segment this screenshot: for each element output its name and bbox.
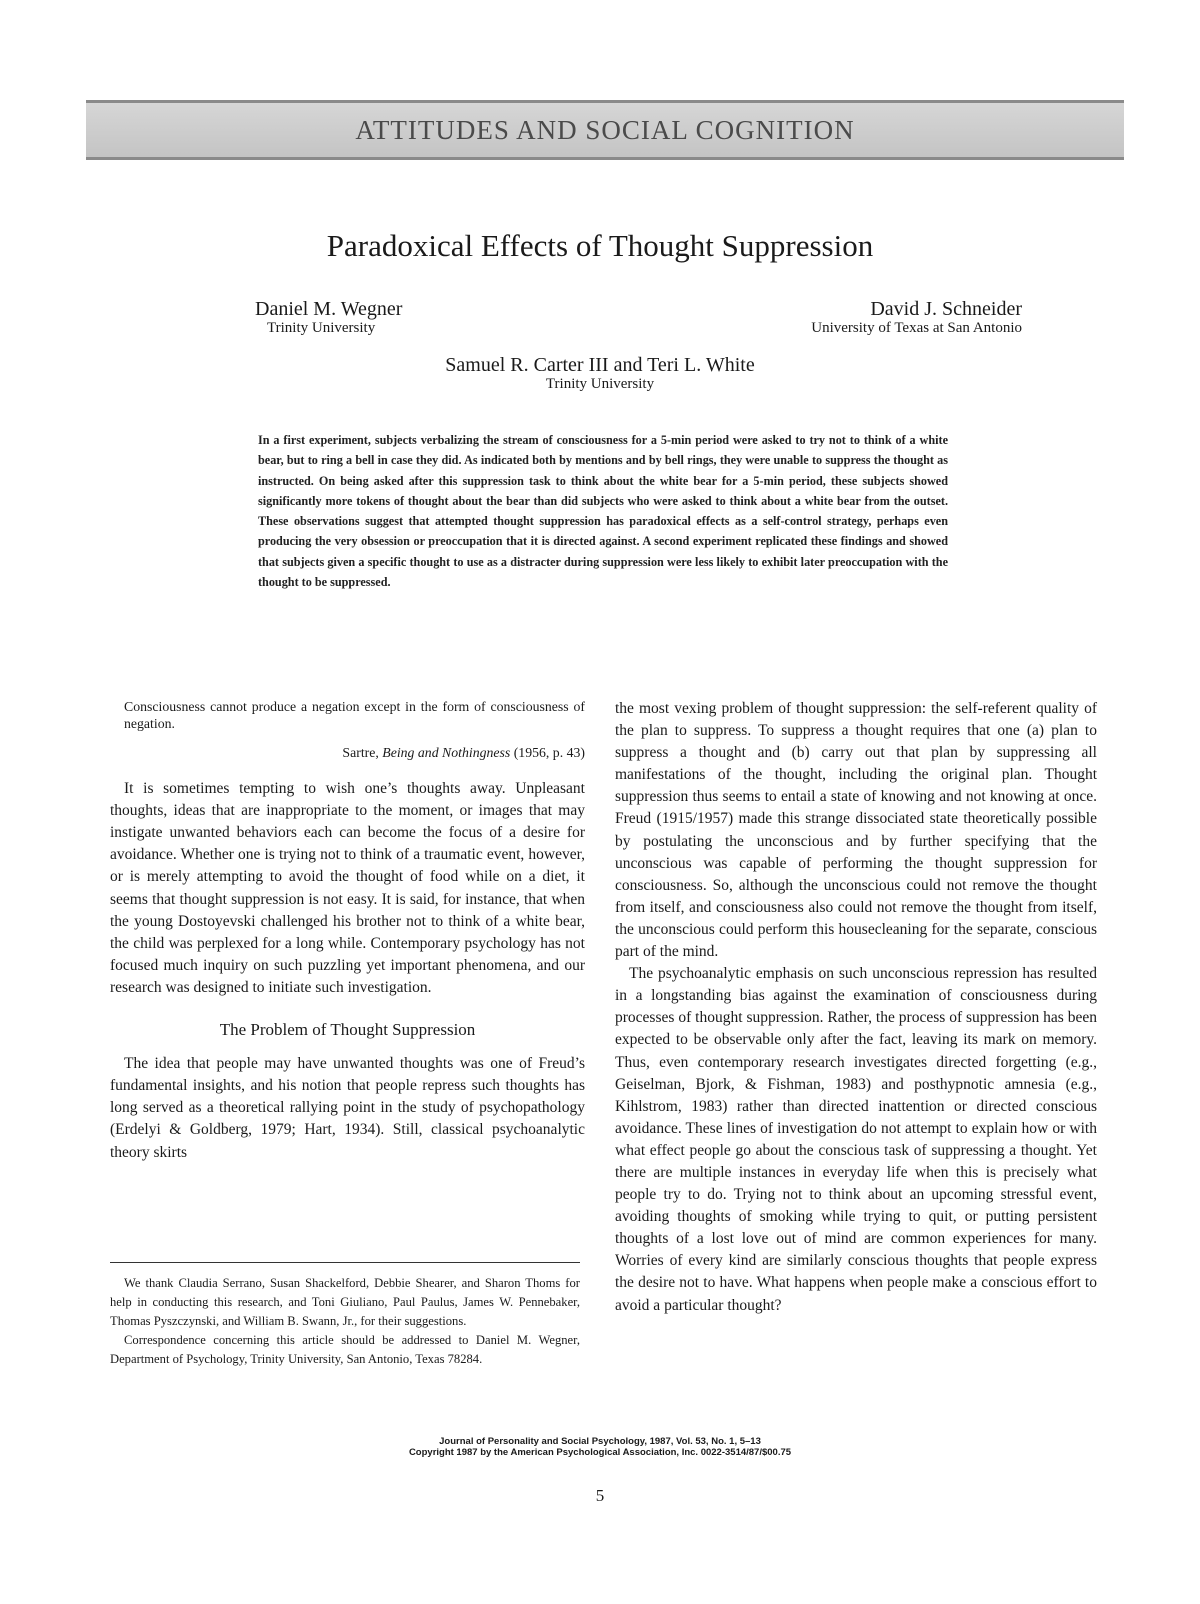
acknowledgment-note: We thank Claudia Serrano, Susan Shackelford, Debbie Shearer, and Sharon Thoms for help in conducting this research, and Toni Giuliano, Paul Paulus, James W. Pennebaker, Thomas Pyszczynski, and William B. Swann, Jr., for their suggestions.: [110, 1276, 580, 1328]
epigraph-work: Being and Nothingness: [382, 745, 511, 760]
epigraph-source: [110, 742, 585, 764]
paper-title: Paradoxical Effects of Thought Suppression: [326, 228, 874, 263]
left-column: [110, 698, 585, 1164]
author-name: Daniel M. Wegner: [255, 298, 403, 320]
author-name: David J. Schneider: [870, 298, 1022, 320]
correspondence-note: Correspondence concerning this article should be addressed to Daniel M. Wegner, Department of Psychology, Trinity University, San Antonio, Texas 78284.: [110, 1333, 580, 1366]
abstract: In a first experiment, subjects verbalizing the stream of consciousness for a 5-min period were asked to try not to think of a white bear, but to ring a bell in case they did. As indicated both by mentions and by bell rings, they were unable to suppress the thought as instructed. On being asked after this suppression task to think about the white bear for a 5-min period, these subjects showed significantly more tokens of thought about the bear than did subjects who were asked to think about a white bear from the outset. These observations suggest that attempted thought suppression has paradoxical effects as a self-control strategy, perhaps even producing the very obsession or preoccupation that it is directed against. A second experiment replicated these findings and showed that subjects given a specific thought to use as a distracter during suppression were less likely to exhibit later preoccupation with the thought to be suppressed.: [258, 433, 948, 590]
body-paragraph: The idea that people may have unwanted thoughts was one of Freud’s fundamental insights, and his notion that people repress such thoughts has long served as a theoretical rallying point in the study of psychopathology (Erdelyi & Goldberg, 1979; Hart, 1934). Still, classical psychoanalytic theory skirts: [110, 1055, 585, 1161]
author-block-3: [0, 354, 1200, 393]
journal-citation: [0, 1436, 1200, 1458]
body-paragraph: the most vexing problem of thought suppression: the self-referent quality of the plan to suppress. To suppress a thought requires that one (a) plan to suppress a thought and (b) carry out that plan by suppressing all manifestations of the thought, including the original plan. Thought suppression thus seems to entail a state of knowing and not knowing at once. Freud (1915/1957) made this strange dissociated state theoretically possible by postulating the unconscious and by further specifying that the unconscious was capable of performing the thought suppression for consciousness. So, although the unconscious could not remove the thought from itself, and consciousness also could not remove the thought from itself, the unconscious could perform this housecleaning for the separate, conscious part of the mind.: [615, 700, 1097, 961]
section-heading: The Problem of Thought Suppression: [219, 1020, 476, 1040]
section-header: ATTITUDES AND SOCIAL COGNITION: [355, 115, 855, 145]
page-number: 5: [595, 1486, 605, 1505]
body-paragraph: The psychoanalytic emphasis on such unconscious repression has resulted in a longstanding bias against the examination of consciousness during processes of thought suppression. Rather, the process of suppression has been expected to be observable only after the fact, leaving its mark on memory. Thus, even contemporary research investigates directed forgetting (e.g., Geiselman, Bjork, & Fishman, 1983) and posthypnotic amnesia (e.g., Kihlstrom, 1983) rather than directed inattention or directed conscious avoidance. These lines of investigation do not attempt to explain how or with what effect people go about the conscious task of suppressing a thought. Yet there are multiple instances in everyday life when this is precisely what people try to do. Trying not to think about an upcoming stressful event, avoiding thoughts of smoking while trying to quit, or putting persistent thoughts of a lost love out of mind are common experiences for many. Worries of every kind are similarly conscious thoughts that people express the desire not to have. What happens when people make a conscious effort to avoid a particular thought?: [615, 965, 1097, 1314]
author-block-1: [255, 298, 402, 337]
author-name: Samuel R. Carter III and Teri L. White: [445, 354, 755, 376]
journal-line: Journal of Personality and Social Psychology, 1987, Vol. 53, No. 1, 5–13: [439, 1436, 761, 1447]
section-header-band: [86, 100, 1124, 160]
footnotes: [110, 1274, 580, 1369]
author-affiliation: Trinity University: [545, 376, 655, 392]
author-block-2: [811, 298, 1022, 337]
copyright-line: Copyright 1987 by the American Psychological Association, Inc. 0022-3514/87/$00.75: [408, 1447, 792, 1458]
author-affiliation: Trinity University: [267, 320, 376, 336]
footnote-rule: [110, 1262, 580, 1263]
author-affiliation: University of Texas at San Antonio: [811, 320, 1022, 336]
right-column: [615, 698, 1097, 1317]
epigraph-year: (1956, p. 43): [510, 745, 585, 760]
body-paragraph: It is sometimes tempting to wish one’s thoughts away. Unpleasant thoughts, ideas that are inappropriate to the moment, or images that may instigate unwanted behaviors each can become the focus of a desire for avoidance. Whether one is trying not to think of a traumatic event, however, or is merely attempting to avoid the thought of food while on a diet, it seems that thought suppression is not easy. It is said, for instance, that when the young Dostoyevski challenged his brother not to think of a white bear, the child was perplexed for a long while. Contemporary psychology has not focused much inquiry on such puzzling yet important phenomena, and our research was designed to initiate such investigation.: [110, 780, 585, 996]
epigraph-author: Sartre,: [342, 745, 383, 760]
epigraph-quote: Consciousness cannot produce a negation except in the form of consciousness of negation.: [124, 699, 585, 731]
